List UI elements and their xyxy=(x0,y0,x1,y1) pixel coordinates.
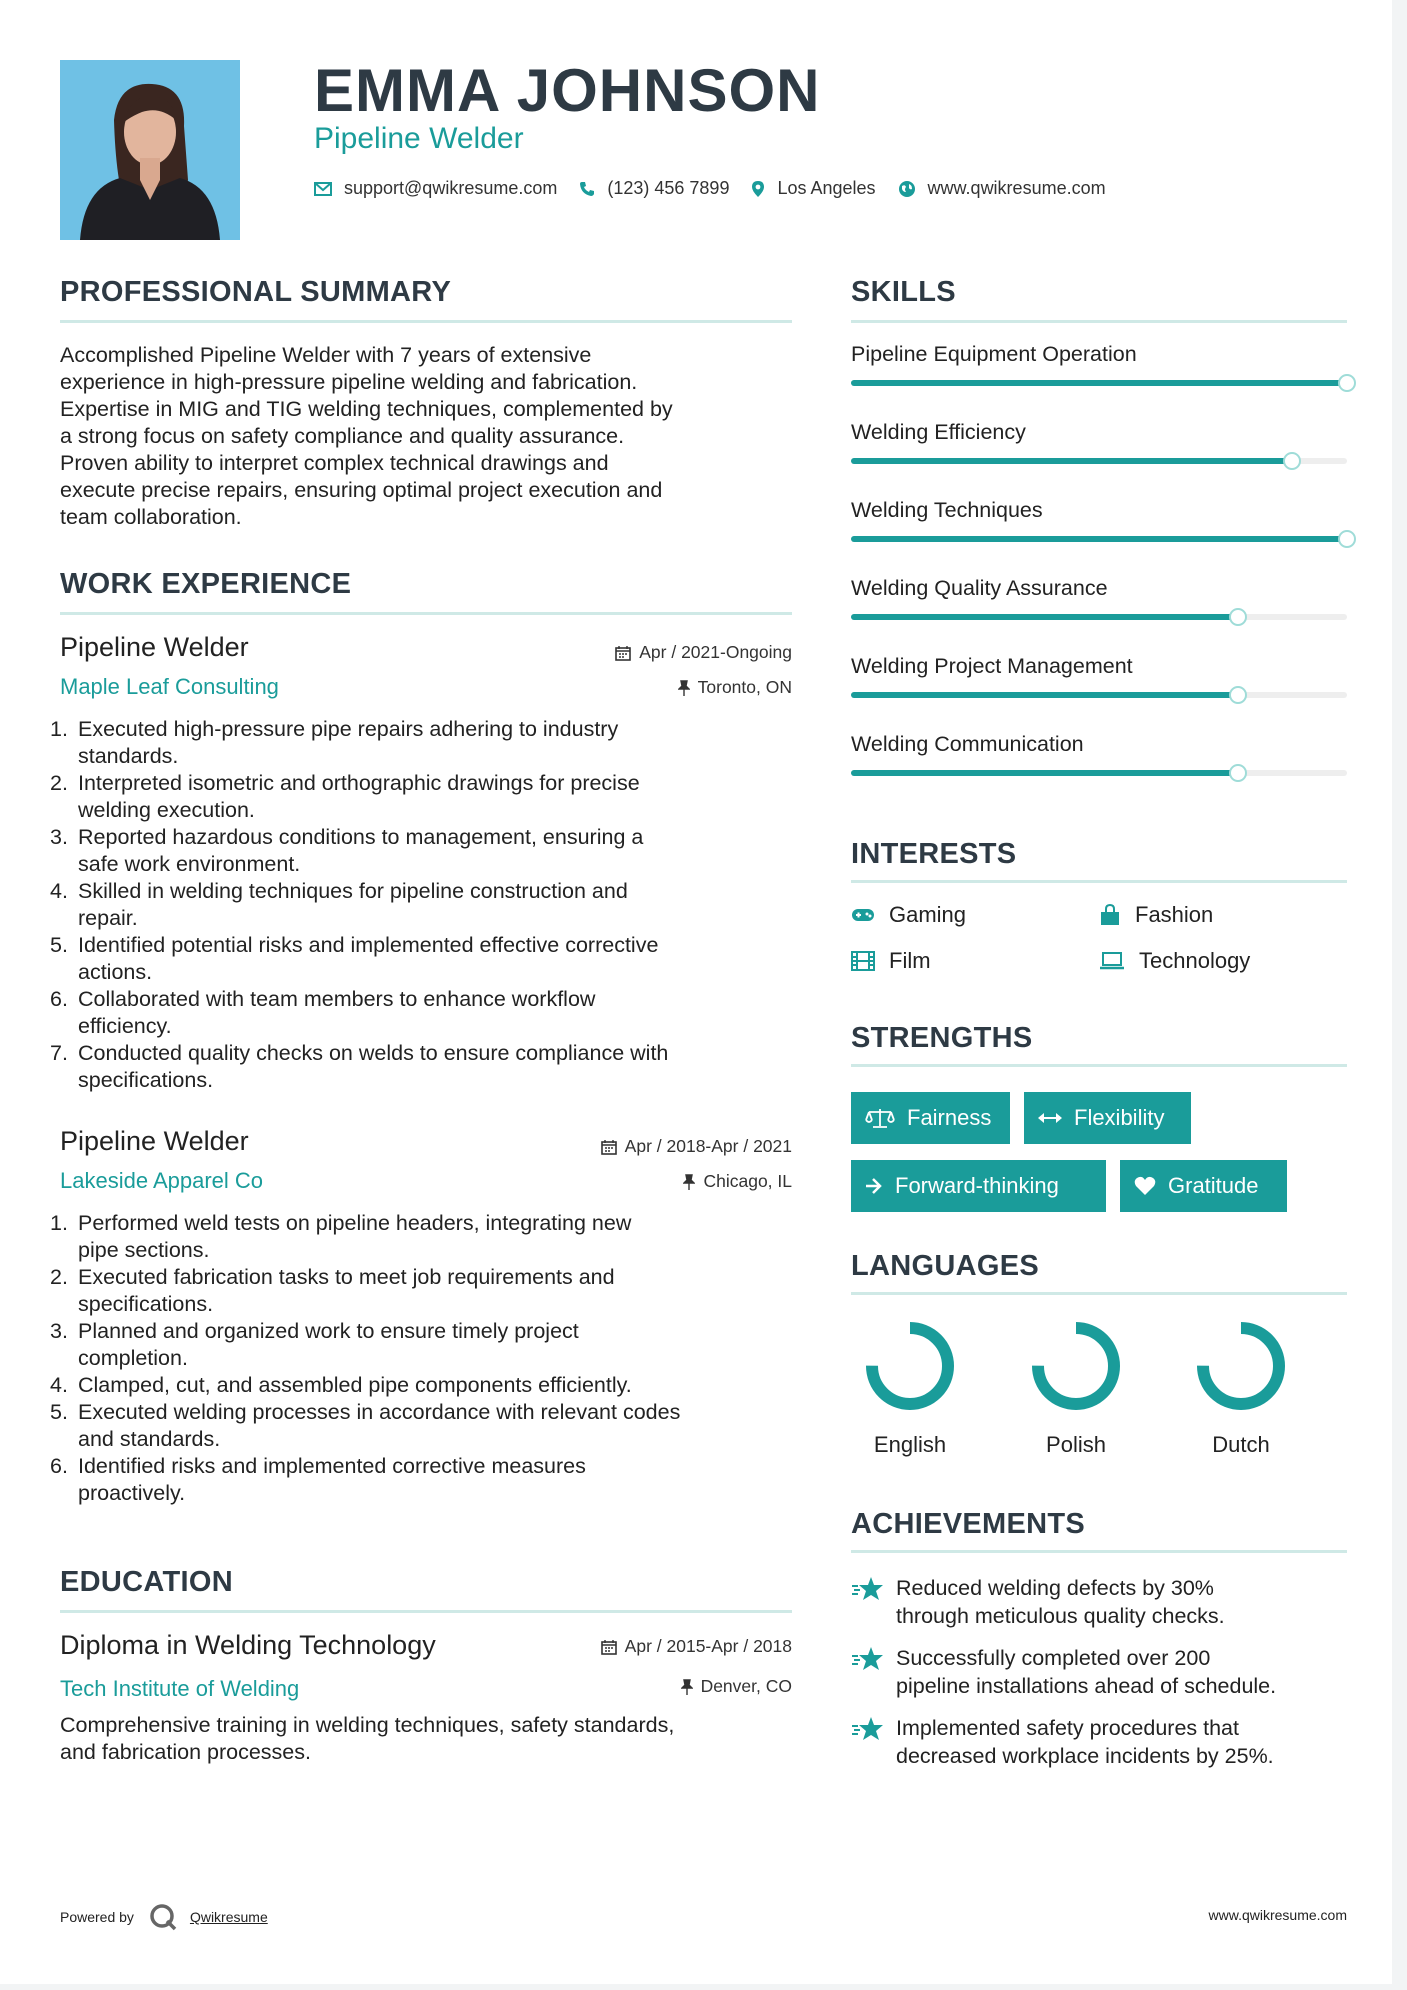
skills-rule xyxy=(851,320,1347,323)
item-line: repair. xyxy=(78,906,138,930)
skill-level-knob xyxy=(1338,374,1356,392)
education-dates-text: Apr / 2015-Apr / 2018 xyxy=(624,1636,792,1656)
strength-gratitude xyxy=(1120,1160,1287,1212)
strengths-rule xyxy=(851,1064,1347,1067)
qwikresume-logo-icon xyxy=(148,1902,178,1932)
item-line: Skilled in welding techniques for pipeline construction and xyxy=(78,879,628,903)
summary-rule xyxy=(60,320,792,323)
item-number: 1. xyxy=(50,717,68,741)
experience-rule xyxy=(60,612,792,615)
job-1-location-text: Toronto, ON xyxy=(697,677,792,697)
strength-forward-thinking xyxy=(851,1160,1106,1212)
education-description xyxy=(60,1712,800,1766)
item-line: Clamped, cut, and assembled pipe components efficiently. xyxy=(78,1373,632,1397)
item-line: Executed high-pressure pipe repairs adhering to industry xyxy=(78,717,619,741)
profile-photo xyxy=(60,60,240,240)
job-2-dates xyxy=(480,1136,792,1157)
skill-level-knob xyxy=(1229,764,1247,782)
pushpin-icon xyxy=(681,1679,693,1695)
item-number: 5. xyxy=(50,1400,68,1424)
skill-level-bar xyxy=(851,770,1238,776)
language-ring xyxy=(855,1318,965,1418)
item-line: specifications. xyxy=(78,1292,214,1316)
summary-line: Accomplished Pipeline Welder with 7 years of extensive xyxy=(60,343,592,367)
education-location xyxy=(480,1676,792,1697)
skills-heading: SKILLS xyxy=(851,276,956,308)
interest-label: Fashion xyxy=(1135,902,1214,927)
skill-label: Welding Efficiency xyxy=(851,420,1026,444)
item-line: Conducted quality checks on welds to ensure compliance with xyxy=(78,1041,669,1065)
interest-label: Technology xyxy=(1139,948,1251,973)
footer-brand-link[interactable]: Qwikresume xyxy=(189,1909,268,1925)
skill-label: Pipeline Equipment Operation xyxy=(851,342,1137,366)
item-line: Identified potential risks and implemented effective corrective xyxy=(78,933,659,957)
item-line: Executed fabrication tasks to meet job requirements and xyxy=(78,1265,615,1289)
job-1-dates-text: Apr / 2021-Ongoing xyxy=(639,642,792,662)
achievement-line: Implemented safety procedures that xyxy=(896,1716,1239,1740)
item-line: and standards. xyxy=(78,1427,221,1451)
summary-line: execute precise repairs, ensuring optimal project execution and xyxy=(60,478,663,502)
interests-rule xyxy=(851,880,1347,883)
skill-level-bar xyxy=(851,614,1238,620)
list-item xyxy=(50,1318,800,1372)
arrow-right-icon xyxy=(865,1177,883,1195)
skill-label: Welding Project Management xyxy=(851,654,1133,678)
calendar-icon xyxy=(615,645,631,661)
contact-location xyxy=(751,178,875,199)
job-1-company: Maple Leaf Consulting xyxy=(60,674,279,699)
language-item xyxy=(855,1318,965,1457)
item-number: 2. xyxy=(50,771,68,795)
contact-phone[interactable] xyxy=(579,178,729,199)
email-text: support@qwikresume.com xyxy=(344,178,558,198)
skill-item xyxy=(851,576,1347,601)
summary-line: a strong focus on safety compliance and quality assurance. xyxy=(60,424,625,448)
summary-line: team collaboration. xyxy=(60,505,242,529)
job-2-company: Lakeside Apparel Co xyxy=(60,1168,264,1193)
languages-heading: LANGUAGES xyxy=(851,1250,1039,1282)
education-school: Tech Institute of Welding xyxy=(60,1676,300,1701)
interest-technology xyxy=(1099,948,1250,974)
skill-level-bar xyxy=(851,380,1347,386)
skill-level-knob xyxy=(1229,686,1247,704)
language-ring xyxy=(1021,1318,1131,1418)
education-degree: Diploma in Welding Technology xyxy=(60,1630,436,1660)
list-item xyxy=(50,1399,800,1453)
education-rule xyxy=(60,1610,792,1613)
job-2-dates-text: Apr / 2018-Apr / 2021 xyxy=(624,1136,792,1156)
strength-fairness xyxy=(851,1092,1010,1144)
list-item xyxy=(50,824,800,878)
interest-fashion xyxy=(1099,902,1213,928)
interest-film xyxy=(851,948,931,974)
list-item xyxy=(50,932,800,986)
list-item xyxy=(50,1210,800,1264)
pushpin-icon xyxy=(683,1174,695,1190)
summary-line: Expertise in MIG and TIG welding techniques, complemented by xyxy=(60,397,673,421)
star-icon xyxy=(851,1716,885,1742)
item-line: Performed weld tests on pipeline headers, integrating new xyxy=(78,1211,632,1235)
phone-text: (123) 456 7899 xyxy=(607,178,730,198)
skill-level-knob xyxy=(1229,608,1247,626)
skill-label: Welding Techniques xyxy=(851,498,1043,522)
achievement-line: Reduced welding defects by 30% xyxy=(896,1576,1214,1600)
skill-item xyxy=(851,420,1347,445)
language-name: Dutch xyxy=(1212,1432,1270,1457)
phone-icon xyxy=(579,181,595,197)
strength-label: Fairness xyxy=(907,1105,992,1130)
strength-label: Gratitude xyxy=(1168,1173,1259,1198)
powered-by-text: Powered by xyxy=(60,1909,134,1925)
map-pin-icon xyxy=(751,180,765,198)
item-number: 3. xyxy=(50,1319,68,1343)
list-item xyxy=(50,1453,800,1507)
item-line: completion. xyxy=(78,1346,188,1370)
job-1-dates xyxy=(480,642,792,663)
skill-level-bar xyxy=(851,458,1292,464)
experience-heading: WORK EXPERIENCE xyxy=(60,568,352,600)
achievement-item xyxy=(851,1644,1351,1700)
item-line: Planned and organized work to ensure timely project xyxy=(78,1319,579,1343)
interest-label: Gaming xyxy=(889,902,967,927)
skill-level-knob xyxy=(1338,530,1356,548)
footer-site[interactable]: www.qwikresume.com xyxy=(1208,1907,1347,1923)
language-name: Polish xyxy=(1046,1432,1106,1457)
strength-label: Flexibility xyxy=(1074,1105,1165,1130)
language-name: English xyxy=(873,1432,947,1457)
item-line: Collaborated with team members to enhance workflow xyxy=(78,987,596,1011)
item-number: 5. xyxy=(50,933,68,957)
star-icon xyxy=(851,1576,885,1602)
language-item xyxy=(1186,1318,1296,1457)
achievement-line: Successfully completed over 200 xyxy=(896,1646,1211,1670)
achievement-item xyxy=(851,1714,1351,1770)
education-dates xyxy=(480,1636,792,1657)
job-1-title: Pipeline Welder xyxy=(60,632,249,662)
strength-label: Forward-thinking xyxy=(895,1173,1059,1198)
contact-website[interactable] xyxy=(898,178,1106,199)
envelope-icon xyxy=(314,182,332,196)
achievement-item xyxy=(851,1574,1351,1630)
skill-level-knob xyxy=(1283,452,1301,470)
item-number: 6. xyxy=(50,987,68,1011)
item-line: pipe sections. xyxy=(78,1238,210,1262)
calendar-icon xyxy=(601,1639,617,1655)
education-heading: EDUCATION xyxy=(60,1566,233,1598)
language-item xyxy=(1021,1318,1131,1457)
gamepad-icon xyxy=(851,907,875,923)
achievement-line: decreased workplace incidents by 25%. xyxy=(896,1744,1274,1768)
list-item xyxy=(50,1264,800,1318)
scale-icon xyxy=(865,1107,895,1129)
skill-level-bar xyxy=(851,536,1347,542)
item-number: 2. xyxy=(50,1265,68,1289)
list-item xyxy=(50,1040,800,1094)
summary-text xyxy=(60,342,800,531)
item-number: 4. xyxy=(50,879,68,903)
calendar-icon xyxy=(601,1139,617,1155)
laptop-icon xyxy=(1099,952,1125,970)
education-line: and fabrication processes. xyxy=(60,1740,311,1764)
interests-heading: INTERESTS xyxy=(851,838,1017,870)
job-2-location xyxy=(480,1171,792,1192)
item-line: safe work environment. xyxy=(78,852,301,876)
languages-rule xyxy=(851,1292,1347,1295)
strengths-heading: STRENGTHS xyxy=(851,1022,1033,1054)
item-line: specifications. xyxy=(78,1068,214,1092)
achievement-line: pipeline installations ahead of schedule. xyxy=(896,1674,1277,1698)
education-location-text: Denver, CO xyxy=(700,1676,792,1696)
job-2-duties xyxy=(50,1210,800,1507)
job-2-title: Pipeline Welder xyxy=(60,1126,249,1156)
heart-icon xyxy=(1134,1176,1156,1196)
shopping-bag-icon xyxy=(1099,904,1121,926)
skill-item xyxy=(851,342,1347,367)
item-line: efficiency. xyxy=(78,1014,172,1038)
film-icon xyxy=(851,951,875,971)
summary-heading: PROFESSIONAL SUMMARY xyxy=(60,276,452,308)
website-text: www.qwikresume.com xyxy=(927,178,1106,198)
interest-gaming xyxy=(851,902,966,928)
skill-label: Welding Quality Assurance xyxy=(851,576,1108,600)
location-text: Los Angeles xyxy=(777,178,876,198)
summary-line: Proven ability to interpret complex technical drawings and xyxy=(60,451,609,475)
item-number: 3. xyxy=(50,825,68,849)
interest-label: Film xyxy=(889,948,931,973)
item-line: standards. xyxy=(78,744,179,768)
candidate-name: EMMA JOHNSON xyxy=(314,57,821,124)
item-line: Reported hazardous conditions to management, ensuring a xyxy=(78,825,644,849)
skill-level-bar xyxy=(851,692,1238,698)
skill-item xyxy=(851,732,1347,757)
item-line: actions. xyxy=(78,960,153,984)
job-2-location-text: Chicago, IL xyxy=(703,1171,792,1191)
list-item xyxy=(50,1372,800,1399)
item-line: welding execution. xyxy=(78,798,255,822)
footer-powered xyxy=(60,1902,268,1932)
job-1-duties xyxy=(50,716,800,1094)
star-icon xyxy=(851,1646,885,1672)
achievement-line: through meticulous quality checks. xyxy=(896,1604,1225,1628)
globe-icon xyxy=(898,180,916,198)
skill-item xyxy=(851,498,1347,523)
pushpin-icon xyxy=(678,680,690,696)
list-item xyxy=(50,716,800,770)
skill-label: Welding Communication xyxy=(851,732,1084,756)
job-1-location xyxy=(480,677,792,698)
contact-bar xyxy=(314,178,1128,199)
arrows-horizontal-icon xyxy=(1038,1112,1062,1124)
item-number: 1. xyxy=(50,1211,68,1235)
item-number: 4. xyxy=(50,1373,68,1397)
achievements-rule xyxy=(851,1550,1347,1553)
skill-item xyxy=(851,654,1347,679)
education-line: Comprehensive training in welding techniques, safety standards, xyxy=(60,1713,675,1737)
summary-line: experience in high-pressure pipeline welding and fabrication. xyxy=(60,370,638,394)
list-item xyxy=(50,986,800,1040)
strength-flexibility xyxy=(1024,1092,1191,1144)
item-line: Identified risks and implemented corrective measures xyxy=(78,1454,586,1478)
achievements-heading: ACHIEVEMENTS xyxy=(851,1508,1086,1540)
item-number: 7. xyxy=(50,1041,68,1065)
job-title: Pipeline Welder xyxy=(314,122,524,155)
item-line: Executed welding processes in accordance with relevant codes xyxy=(78,1400,681,1424)
item-line: Interpreted isometric and orthographic drawings for precise xyxy=(78,771,640,795)
item-number: 6. xyxy=(50,1454,68,1478)
language-ring xyxy=(1186,1318,1296,1418)
contact-email[interactable] xyxy=(314,178,557,199)
list-item xyxy=(50,770,800,824)
item-line: proactively. xyxy=(78,1481,186,1505)
list-item xyxy=(50,878,800,932)
